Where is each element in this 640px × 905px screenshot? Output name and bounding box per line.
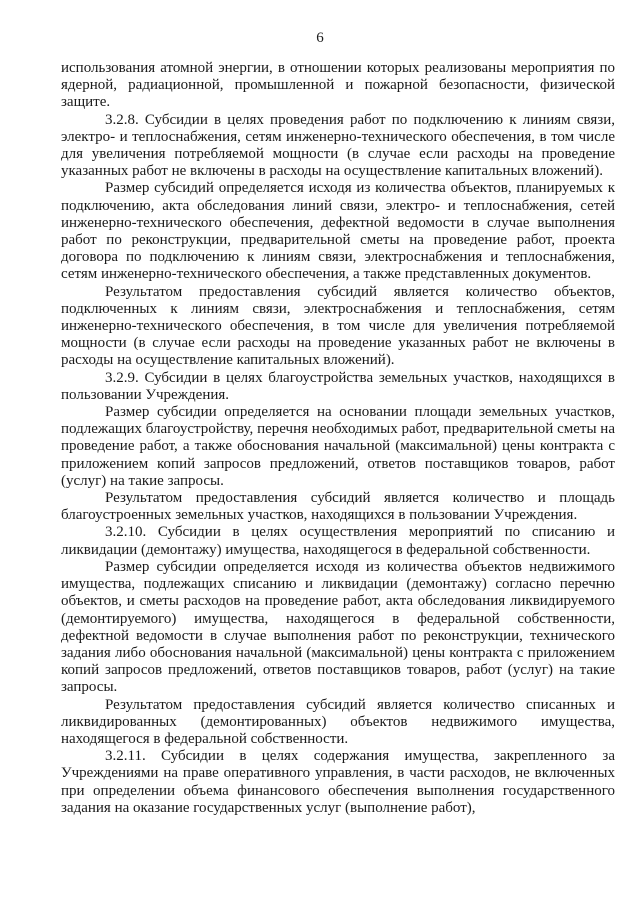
paragraph-3-2-8-size: Размер субсидий определяется исходя из количества объектов, планируемых к подключению, акта обследования линий связи, электро- и теплоснабжения, сетей инженерно-технического обеспечения, дефектной ведомости в случае выполнения работ по реконструкции, предварительной сметы на проведение работ, проекта договора по подключению к линиям связи, электроснабжения и теплоснабжения, сетям инженерно-технического обеспечения, а также представленных документов.	[61, 180, 615, 283]
paragraph-3-2-9: 3.2.9. Субсидии в целях благоустройства земельных участков, находящихся в пользовании Учреждения.	[61, 369, 615, 403]
paragraph-3-2-11: 3.2.11. Субсидии в целях содержания имущества, закрепленного за Учреждениями на праве оперативного управления, в части расходов, не включенных при определении объема финансового обеспечения выполнения государственного задания на оказание государственных услуг (выполнение работ),	[61, 748, 615, 816]
paragraph-3-2-8-result: Результатом предоставления субсидий является количество объектов, подключенных к линиям связи, электроснабжения и теплоснабжения, сетям инженерно-технического обеспечения, в том числе для увеличения потребляемой мощности (в случае если расходы на проведение указанных работ не включены в расходы на осуществление капитальных вложений).	[61, 283, 615, 369]
document-body	[61, 60, 615, 817]
paragraph-3-2-8: 3.2.8. Субсидии в целях проведения работ по подключению к линиям связи, электро- и теплоснабжения, сетям инженерно-технического обеспечения, в том числе для увеличения потребляемой мощности (в случае если расходы на проведение указанных работ не включены в расходы на осуществление капитальных вложений).	[61, 111, 615, 180]
paragraph-3-2-10: 3.2.10. Субсидии в целях осуществления мероприятий по списанию и ликвидации (демонтажу) имущества, находящегося в федеральной собственности.	[61, 524, 615, 558]
page-number: 6	[316, 30, 324, 46]
paragraph-3-2-9-result: Результатом предоставления субсидий является количество и площадь благоустроенных земельных участков, находящихся в пользовании Учреждения.	[61, 490, 615, 524]
paragraph-3-2-10-size: Размер субсидии определяется исходя из количества объектов недвижимого имущества, подлежащих списанию и ликвидации (демонтажу) согласно перечню объектов, и сметы расходов на проведение работ, акта обследования ликвидируемого (демонтируемого) имущества, находящегося в федеральной собственности, дефектной ведомости в случае выполнения работ по реконструкции, технического задания либо обоснования начальной (максимальной) цены контракта с приложением копий запросов предложений, ответов поставщиков товаров, работ (услуг) на такие запросы.	[61, 558, 615, 696]
paragraph-3-2-10-result: Результатом предоставления субсидий является количество списанных и ликвидированных (демонтированных) объектов недвижимого имущества, находящегося в федеральной собственности.	[61, 696, 615, 747]
paragraph-continuation: использования атомной энергии, в отношении которых реализованы мероприятия по ядерной, радиационной, промышленной и пожарной безопасности, физической защите.	[61, 60, 615, 111]
paragraph-3-2-9-size: Размер субсидии определяется на основании площади земельных участков, подлежащих благоустройству, перечня необходимых работ, предварительной сметы на проведение работ, а также обоснования начальной (максимальной) цены контракта с приложением копий запросов предложений, ответов поставщиков товаров, работ (услуг) на такие запросы.	[61, 404, 615, 489]
